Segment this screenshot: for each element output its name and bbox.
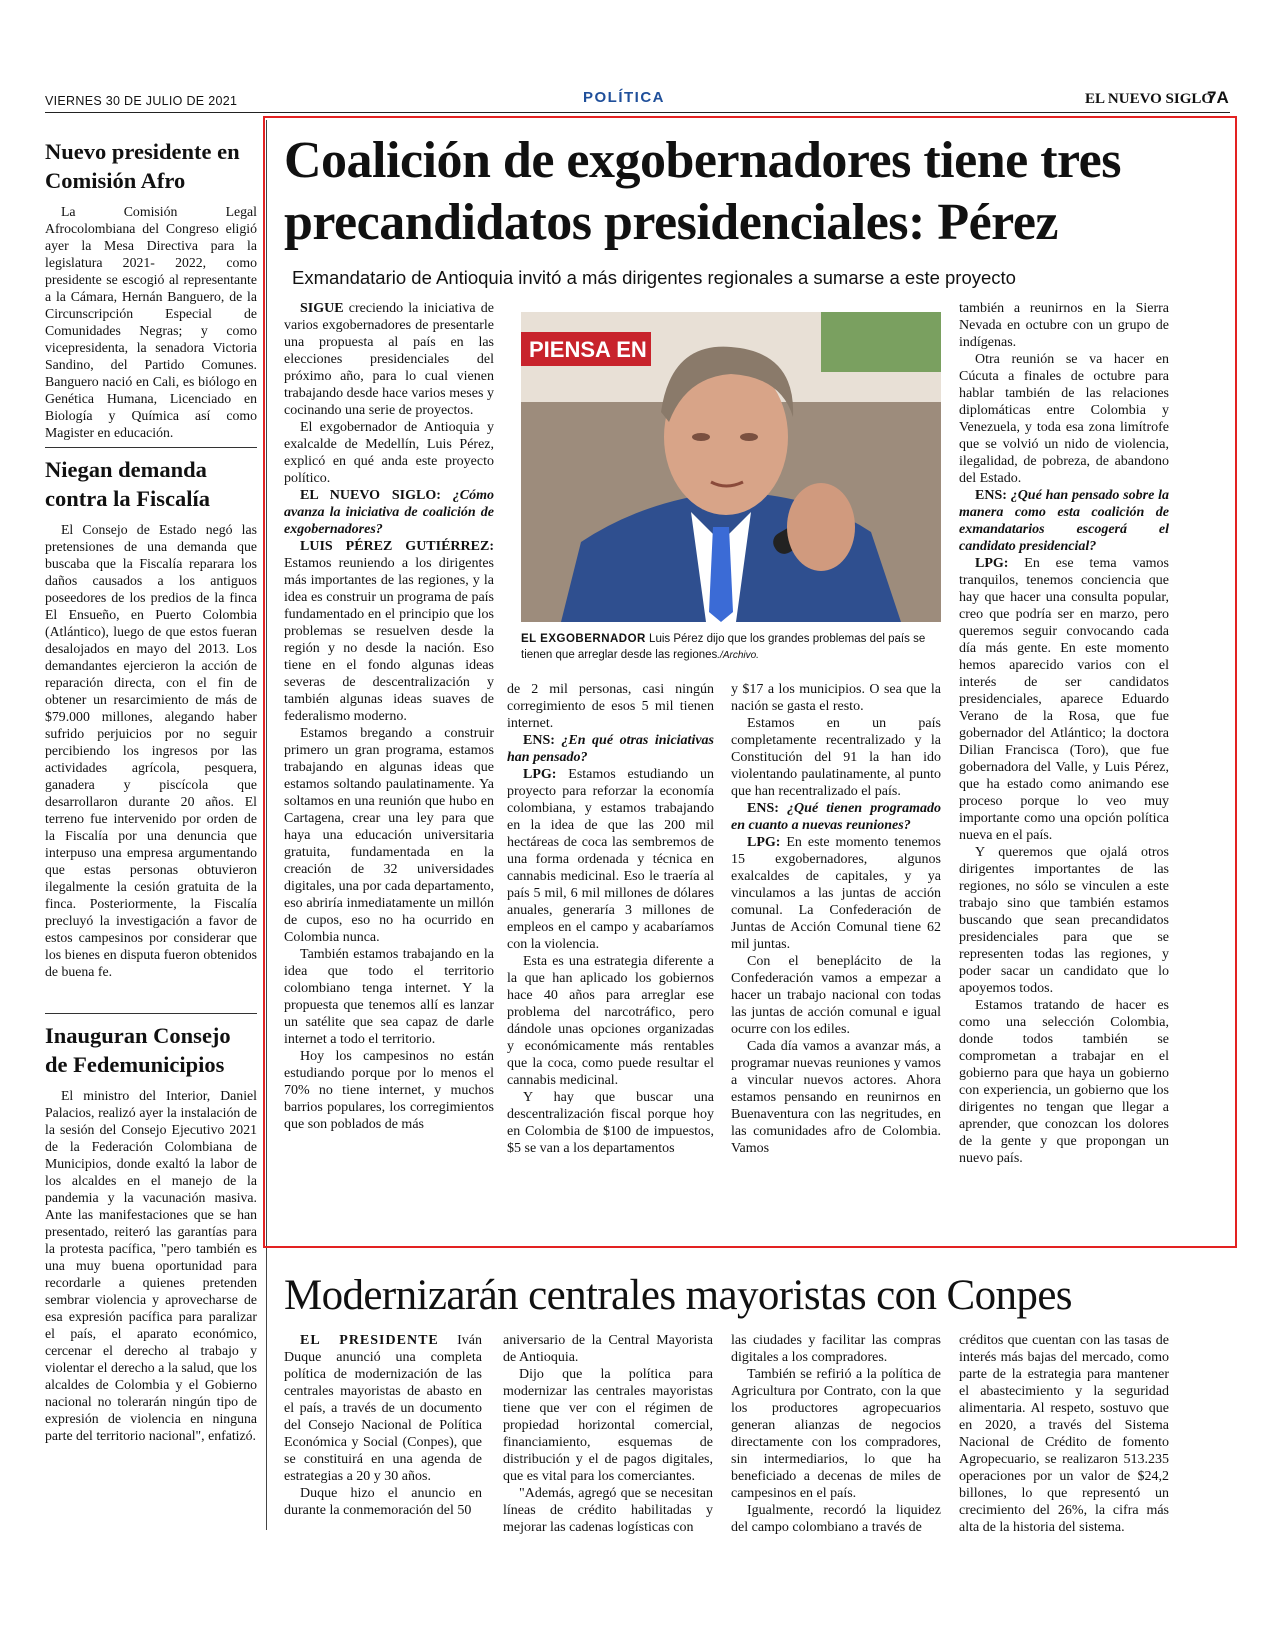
caption-credit: ./Archivo. xyxy=(717,650,759,661)
brief-title: Niegan demanda contra la Fiscalía xyxy=(45,457,210,511)
article2-column-1 xyxy=(284,1332,482,1519)
article-subhead: Exmandatario de Antioquia invitó a más dirigentes regionales a sumarse a este proyecto xyxy=(292,267,1016,288)
paragraph: créditos que cuentan con las tasas de interés más bajas del mercado, como parte de la estrategia para mantener el abastecimiento y la seguridad alimentaria. Al respeto, sostuvo que en 2020, a través del Sistema Nacional de Crédito de fomento Agropecuario, se realizaron 513.235 operaciones por un valor de $24,2 billones, lo que representó un crecimiento del 26%, la cifra más alta de la historia del sistema. xyxy=(959,1333,1169,1535)
paragraph: EL PRESIDENTE Iván Duque anunció una completa política de modernización de las centrales mayoristas de abasto en el país, a través de un documento del Consejo Nacional de Política Económica y Social (Conpes), que se constituirá en una agenda de estrategias a 20 y 30 años. xyxy=(284,1333,482,1484)
paragraph: Esta es una estrategia diferente a la que han aplicado los gobiernos hace 40 años para arreglar ese problema del narcotráfico, pero dándole unas opciones organizadas y económicamente más rentables que la coca, como puede resultar el cannabis medicinal. xyxy=(507,954,714,1088)
article-headline: Coalición de exgobernadores tiene tres precandidatos presidenciales: Pérez xyxy=(284,132,1121,251)
interview-answer: LPG: Estamos estudiando un proyecto para reforzar la economía colombiana, y estamos trabajando en la idea de que las 200 mil hectáreas de coca las sembremos de una forma ordenada y técnica en cannabis medicinal. Eso le traería al país 5 mil, 6 mil millones de dólares anuales, generaría 3 millones de empleos en el campo y acabaríamos con la violencia. xyxy=(507,767,714,952)
paragraph: y $17 a los municipios. O sea que la nación se gasta el resto. xyxy=(731,682,941,714)
paragraph: Con el beneplácito de la Confederación vamos a empezar a hacer un trabajo nacional con todas las juntas de acción comunal e igual ocurre con los ediles. xyxy=(731,954,941,1037)
article-column-4 xyxy=(959,300,1169,1167)
brief-body: El ministro del Interior, Daniel Palacios, realizó ayer la instalación de la sesión del Consejo Ejecutivo 2021 de la Federación Colombiana de Municipios, donde exaltó la labor de los alcaldes en el manejo de la pandemia y la vacunación masiva. Ante las manifestaciones que se han presentado, reiteró las garantías para la protesta pacífica, "pero también es una muy buena oportunidad para recordarle a quienes pretenden sembrar violencia y aprovecharse de esa expresión pacífica para paralizar el país, el aparato económico, cercenar el derecho al trabajo y violentar el derecho a la salud, que los alcaldes de Colombia y el Gobierno nacional no tolerarán ningún tipo de expresión de violencia en ninguna parte del territorio nacional", enfatizó. xyxy=(45,1088,257,1443)
paragraph: Igualmente, recordó la liquidez del campo colombiano a través de xyxy=(731,1503,941,1535)
section-label: POLÍTICA xyxy=(583,89,665,106)
interview-question: ENS: ¿En qué otras iniciativas han pensado? xyxy=(507,733,714,765)
caption-lead: EL EXGOBERNADOR xyxy=(521,633,646,645)
paragraph: Hoy los campesinos no están estudiando porque por lo menos el 70% no tiene internet, y muchos barrios populares, los corregimientos que son poblados de más xyxy=(284,1049,494,1132)
paragraph: Otra reunión se va hacer en Cúcuta a finales de octubre para hablar también de las relaciones diplomáticas entre Colombia y Venezuela, y toda esa zona limítrofe que se volvió un nido de violencia, ilegalidad, de pobreza, de abandono del Estado. xyxy=(959,352,1169,486)
issue-date: VIERNES 30 DE JULIO DE 2021 xyxy=(45,94,238,108)
paragraph: También estamos trabajando en la idea que todo el territorio colombiano tenga internet. Y la propuesta que tenemos allí es lanzar un satélite que sea capaz de darle internet a todo el territorio. xyxy=(284,947,494,1047)
paragraph: también a reunirnos en la Sierra Nevada en octubre con un grupo de indígenas. xyxy=(959,301,1169,350)
article-column-3 xyxy=(731,681,941,1157)
interview-question: ENS: ¿Qué han pensado sobre la manera como esta coalición de exmandatarios escogerá el candidato presidencial? xyxy=(959,488,1169,554)
page-number: 7A xyxy=(1207,88,1229,107)
article-column-2 xyxy=(507,681,714,1157)
brief-fedemunicipios xyxy=(45,1021,257,1444)
photo-caption: EL EXGOBERNADOR Luis Pérez dijo que los grandes problemas del país se tienen que arreglar desde las regiones./Archivo. xyxy=(521,633,926,661)
lead-word: EL PRESIDENTE xyxy=(300,1333,439,1348)
brief-body: La Comisión Legal Afrocolombiana del Congreso eligió ayer la Mesa Directiva para la legislatura 2021- 2022, como presidente se escogió al representante a la Cámara, Hernán Banguero, de la Circunscripción Especial de Comunidades Negras; y como vicepresidenta, la senadora Victoria Sandino, del Partido Comunes. Banguero nació en Cali, es biólogo en Genética Humana, Licenciado en Biología y Química así como Magister en educación. xyxy=(45,204,257,440)
brief-fiscalia xyxy=(45,455,257,980)
paragraph: El exgobernador de Antioquia y exalcalde de Medellín, Luis Pérez, explicó en qué anda este proyecto político. xyxy=(284,420,494,486)
article2-headline: Modernizarán centrales mayoristas con Conpes xyxy=(284,1272,1072,1319)
brief-title: Nuevo presidente en Comisión Afro xyxy=(45,139,240,193)
brief-rule xyxy=(45,1013,257,1014)
paragraph: También se refirió a la política de Agricultura por Contrato, con la que los productores agropecuarios generan alianzas de negocios directamente con los compradores, sin intermediarios, lo que ha beneficiado a decenas de miles de campesinos en el país. xyxy=(731,1367,941,1501)
paragraph: Duque hizo el anuncio en durante la conmemoración del 50 xyxy=(284,1486,482,1518)
paragraph: Y queremos que ojalá otros dirigentes importantes de las regiones, no sólo se vinculen a este trabajo sino que también estamos buscando que sean precandidatos presidenciales para que se representen todas las regiones, y poder sacar un candidato que lo apoyemos todos. xyxy=(959,845,1169,996)
paragraph: Dijo que la política para modernizar las centrales mayoristas tiene que ver con el régimen de propiedad horizontal comercial, financiamiento, esquemas de distribución y el de pagos digitales, que es vital para los comerciantes. xyxy=(503,1367,713,1484)
brief-title: Inauguran Consejo de Fedemunicipios xyxy=(45,1023,231,1077)
interview-answer: LUIS PÉREZ GUTIÉRREZ: Estamos reuniendo a los dirigentes más importantes de las regiones, y la idea es construir un programa de país fundamentado en el principio que los problemas se resuelven desde la región y no desde la nación. Eso tiene en el fondo algunas ideas severas de descentralización y también algunas ideas suaves de federalismo moderno. xyxy=(284,539,494,724)
brief-afro xyxy=(45,137,257,441)
paragraph: SIGUE creciendo la iniciativa de varios exgobernadores de presentarle una propuesta al país en las elecciones presidenciales del próximo año, para lo cual vienen trabajando desde hace varios meses y cocinando una serie de proyectos. xyxy=(284,301,494,418)
paragraph: Estamos en un país completamente recentralizado y la Constitución del 91 la han ido violentando paulatinamente, al punto que han recentralizado el país. xyxy=(731,716,941,799)
paragraph: aniversario de la Central Mayorista de Antioquia. xyxy=(503,1333,713,1365)
interview-question: ENS: ¿Qué tienen programado en cuanto a nuevas reuniones? xyxy=(731,801,941,833)
brief-rule xyxy=(45,447,257,448)
paragraph: Cada día vamos a avanzar más, a programar nuevas reuniones y vamos a vincular nuevos actores. Ahora estamos pensando en reunirnos en Buenaventura con las negritudes, en las comunidades afro de Colombia. Vamos xyxy=(731,1039,941,1156)
lead-word: SIGUE xyxy=(300,301,344,316)
paragraph: "Además, agregó que se necesitan líneas de crédito habilitadas y mejorar las cadenas logísticas con xyxy=(503,1486,713,1535)
paragraph: Y hay que buscar una descentralización fiscal porque hoy en Colombia de $100 de impuestos, $5 se van a los departamentos xyxy=(507,1090,714,1156)
photo-sign-text: PIENSA EN xyxy=(529,337,647,362)
interview-answer: LPG: En ese tema vamos tranquilos, tenemos conciencia que hay que hacer una consulta popular, creo que podría ser en marzo, pero queremos seguir convocando cada día más gente. En este momento hemos aparecido varios con el interés de ser candidatos presidenciales, aparece Eduardo Verano de la Rosa, que fue gobernador del Atlántico; la doctora Dilian Francisca (Toro), que fue gobernadora del Valle, y Luis Pérez, que ha estado como animando ese proceso porque lo veo muy importante como una opción política nueva en el país. xyxy=(959,556,1169,843)
article-photo xyxy=(521,312,941,622)
header-rule xyxy=(45,112,1230,113)
masthead-logo: EL NUEVO SIGLO xyxy=(1085,91,1214,107)
article2-column-3 xyxy=(731,1332,941,1536)
article-column-1 xyxy=(284,300,494,1133)
interview-answer: LPG: En este momento tenemos 15 exgobernadores, algunos exalcaldes de capitales, y ya vinculamos a las juntas de acción comunal. La Confederación de Juntas de Acción Comunal tiene 62 mil juntas. xyxy=(731,835,941,952)
paragraph: Estamos tratando de hacer es como una selección Colombia, donde todos también se comprometan a trabajar en el gobierno para que haya un gobierno con experiencia, un gobierno que los dirigentes no tengan que llegar a aprender, que conozcan los dolores de la gente y que propongan un nuevo país. xyxy=(959,998,1169,1166)
paragraph: de 2 mil personas, casi ningún corregimiento de esos 5 mil tienen internet. xyxy=(507,682,714,731)
paragraph: Estamos bregando a construir primero un gran programa, estamos trabajando en algunas ideas que estamos soltando paulatinamente. Ya soltamos en una reunión que hubo en Cartagena, crear una ley para que haya una educación universitaria gratuita, fundamentada en la creación de 32 universidades digitales, una por cada departamento, eso abriría inmediatamente un millón de cupos, eso no ha ocurrido en Colombia nunca. xyxy=(284,726,494,945)
brief-body: El Consejo de Estado negó las pretensiones de una demanda que buscaba que la Fiscalía reparara los daños causados a los antiguos poseedores de los predios de la finca El Ensueño, en Puerto Colombia (Atlántico), luego de que estos fueran desalojados en mayo del 2013. Los demandantes ejercieron la acción de reparación directa, con el fin de obtener un resarcimiento de más de $79.000 millones, alegando haber sufrido perjuicios por no seguir percibiendo los ingresos por las actividades agrícola, pesquera, ganadera y piscícola que desarrollaron durante 20 años. El terreno fue intervenido por orden de la Fiscalía por una denuncia que interpuso una empresa argumentando que estas personas obtuvieron ilegalmente la cesión gratuita de la finca. Posteriormente, la Fiscalía precluyó la investigación a favor de estos campesinos por considerar que los bienes en disputa fueron obtenidos de buena fe. xyxy=(45,522,257,979)
paragraph: las ciudades y facilitar las compras digitales a los compradores. xyxy=(731,1333,941,1365)
interview-question: EL NUEVO SIGLO: ¿Cómo avanza la iniciativa de coalición de exgobernadores? xyxy=(284,488,494,537)
article2-column-4 xyxy=(959,1332,1169,1536)
article2-column-2 xyxy=(503,1332,713,1536)
